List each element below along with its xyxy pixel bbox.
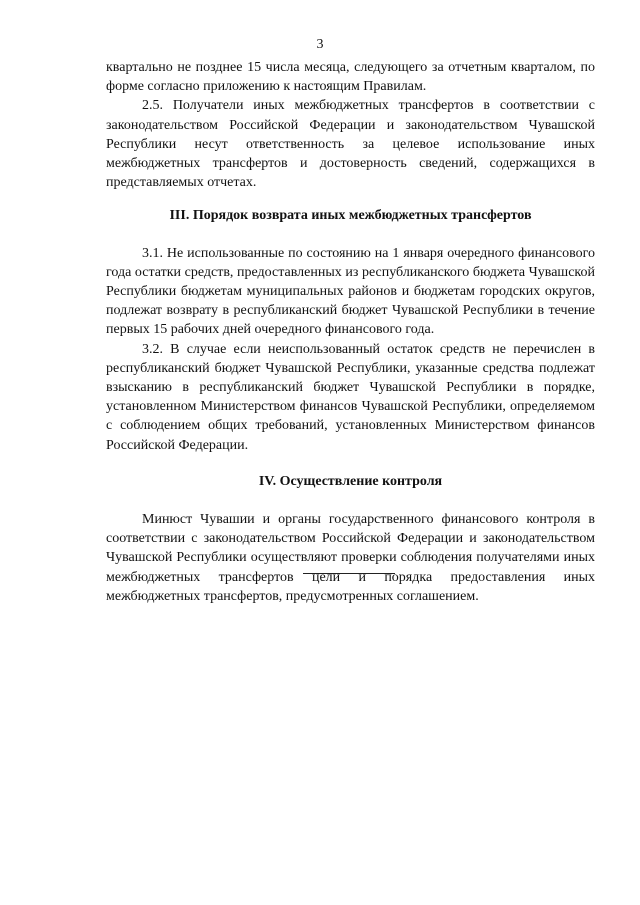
spacer <box>106 192 595 206</box>
paragraph-3-2: 3.2. В случае если неиспользованный остаток средств не перечислен в республиканский бюджет Чувашской Республики, указанные средства подлежат взысканию в республиканский бюджет Чувашской Республики в порядке, установленном Министерством финансов Чувашской Республики, определяемом с соблюдением общих требований, установленных Министерством финансов Российской Федерации. <box>106 341 595 453</box>
spacer <box>106 455 595 472</box>
section-3-heading: III. Порядок возврата иных межбюджетных трансфертов <box>169 208 532 224</box>
paragraph-2-4-continuation: квартально не позднее 15 числа месяца, следующего за отчетным кварталом, по форме согласно приложению к настоящим Правилам. <box>106 60 595 95</box>
page-number: 3 <box>316 37 324 52</box>
paragraph-2-5: 2.5. Получатели иных межбюджетных трансфертов в соответствии с законодательством Российской Федерации и законодательством Чувашской Республики несут ответственность за целевое использование иных межбюджетных трансфертов и достоверность сведений, содержащихся в представляемых отчетах. <box>106 98 595 191</box>
section-4-heading: IV. Осуществление контроля <box>258 473 443 489</box>
spacer <box>106 226 595 244</box>
spacer <box>106 491 595 510</box>
paragraph-3-1: 3.1. Не использованные по состоянию на 1 января очередного финансового года остатки средств, предоставленных из республиканского бюджета Чувашской Республики бюджетам муниципальных районов и бюджетам городских округов, подлежат возврату в республиканский бюджет Чувашской Республики в течение первых 15 рабочих дней очередного финансового года. <box>106 245 595 338</box>
end-of-document-rule <box>303 573 395 574</box>
paragraph-4-1: Минюст Чувашии и органы государственного финансового контроля в соответствии с законодательством Российской Федерации и законодательством Чувашской Республики осуществляют проверки соблюдения получателями иных межбюджетных трансфертов цели и порядка предоставления иных межбюджетных трансфертов, предусмотренных соглашением. <box>106 512 595 604</box>
document-body <box>106 58 595 606</box>
